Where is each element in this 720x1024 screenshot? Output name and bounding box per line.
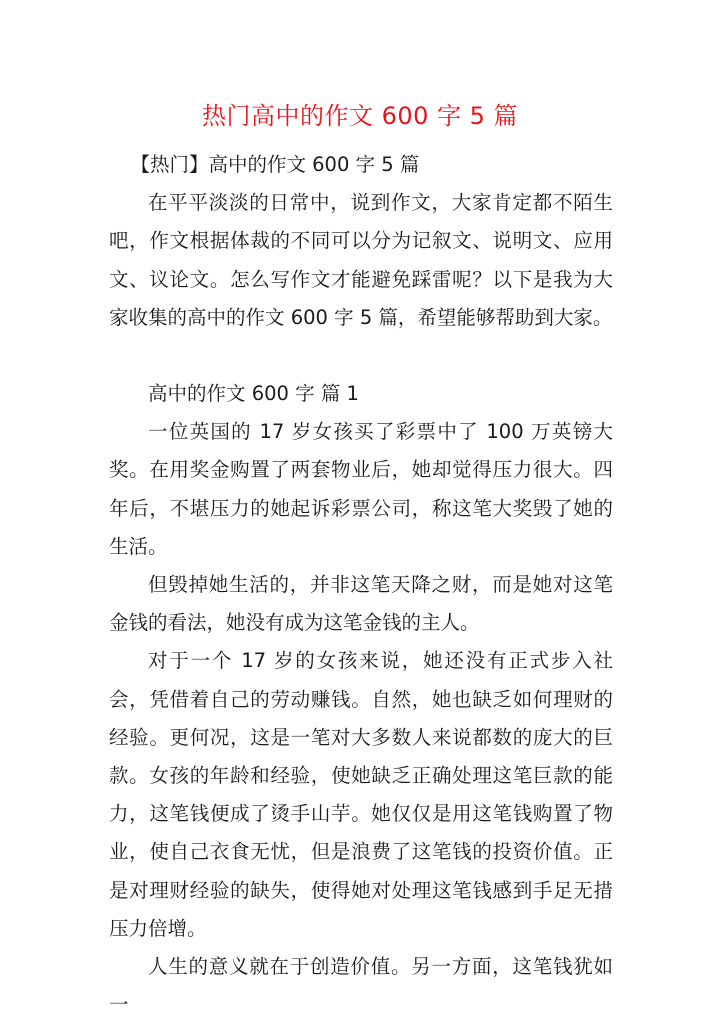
section-heading: 高中的作文 600 字 篇 1: [148, 382, 359, 406]
document-body: [109, 146, 613, 1024]
body-paragraph: 一位英国的 17 岁女孩买了彩票中了 100 万英镑大奖。在用奖金购置了两套物业后，她却觉得压力很大。四年后，不堪压力的她起诉彩票公司，称这笔大奖毁了她的生活。: [109, 420, 613, 558]
paragraph-gap: [109, 337, 613, 375]
body-paragraph: 人生的意义就在于创造价值。另一方面，这笔钱犹如一: [109, 955, 613, 1017]
body-paragraph: 但毁掉她生活的，并非这笔天降之财，而是她对这笔金钱的看法，她没有成为这笔金钱的主人。: [109, 573, 613, 635]
document-title: 热门高中的作文 600 字 5 篇: [201, 102, 519, 130]
intro-paragraph: 在平平淡淡的日常中，说到作文，大家肯定都不陌生吧，作文根据体裁的不同可以分为记叙文、说明文、应用文、议论文。怎么写作文才能避免踩雷呢？以下是我为大家收集的高中的作文 600 字 5 篇，希望能够帮助到大家。: [109, 191, 613, 329]
document-subtitle: 【热门】高中的作文 600 字 5 篇: [130, 153, 420, 176]
body-paragraph: 对于一个 17 岁的女孩来说，她还没有正式步入社会，凭借着自己的劳动赚钱。自然，她也缺乏如何理财的经验。更何况，这是一笔对大多数人来说都数的庞大的巨款。女孩的年龄和经验，使她缺乏正确处理这笔巨款的能力，这笔钱便成了烫手山芋。她仅仅是用这笔钱购置了物业，使自己衣食无忧，但是浪费了这笔钱的投资价值。正是对理财经验的缺失，使得她对处理这笔钱感到手足无措压力倍增。: [109, 649, 613, 940]
